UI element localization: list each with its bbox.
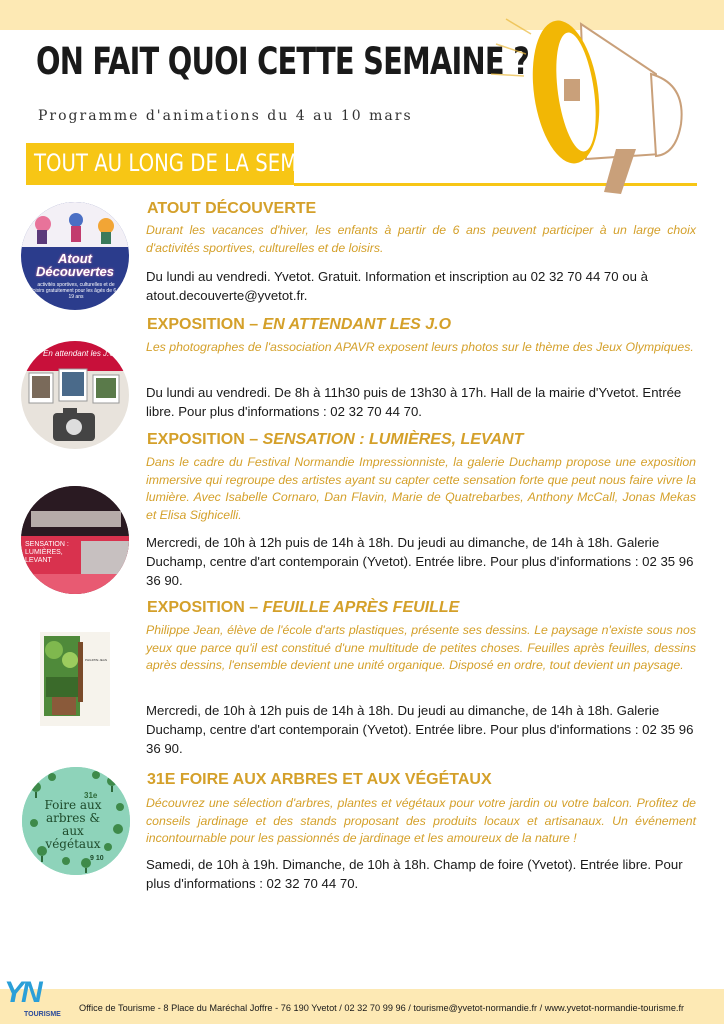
feuille-illustration [40,632,110,726]
event-title-italic: EN ATTENDANT LES J.O [262,316,452,333]
event-title-prefix: ATOUT DÉCOUVERTE [147,200,317,217]
atout-image-caption: activités sportives, culturelles et de loisirs gratuitement pour les âgés de 6 à 19 ans [31,282,121,300]
jo-image-text: En attendant les J.O [43,349,116,358]
event-description: Les photographes de l'association APAVR exposent leurs photos sur le thème des Jeux Olympiques. [146,340,694,354]
foire-image-date: 9 10 [90,855,104,862]
event-title-prefix: EXPOSITION – [147,599,263,616]
foire-image-text: Foire aux arbres & aux végétaux [44,798,102,851]
section-band [26,143,344,185]
event-info: Mercredi, de 10h à 12h puis de 14h à 18h. Du jeudi au dimanche, de 14h à 18h. Galerie Duchamp, centre d'art contemporain (Yvetot). Entrée libre. Pour plus d'informations : 02 35 96 36 90. [146,535,694,588]
event-info: Mercredi, de 10h à 12h puis de 14h à 18h. Du jeudi au dimanche, de 14h à 18h. Galerie Duchamp, centre d'art contemporain (Yvetot). Entrée libre. Pour plus d'informations : 02 35 96 36 90. [146,703,694,756]
page-title: ON FAIT QUOI CETTE SEMAINE ? [36,40,530,83]
event-description: Durant les vacances d'hiver, les enfants à partir de 6 ans peuvent participer à un large choix d'activités sportives, culturelles et de loisirs. [146,223,696,255]
event-image-foire [22,767,130,875]
event-info: Du lundi au vendredi. Yvetot. Gratuit. Information et inscription au 02 32 70 44 70 ou à atout.decouverte@yvetot.fr. [146,269,648,303]
event-image-jo [21,341,129,449]
sensation-illustration [21,486,129,594]
event-image-atout [21,202,129,310]
atout-image-text: Atout Découvertes [35,251,115,279]
feuille-image-text: PHILIPPE JEAN [85,658,108,662]
page-subtitle: Programme d'animations du 4 au 10 mars [38,108,413,124]
event-description: Découvrez une sélection d'arbres, plantes et végétaux pour votre jardin ou votre balcon. Profitez de conseils jardinage et des stands proposant des produits locaux et artisanaux. Un événement incontournable pour les passionnés de jardinage et les amoureux de la nature ! [146,796,696,845]
section-band-label: TOUT AU LONG DE LA SEMAINE [34,149,344,177]
megaphone-icon [486,14,696,204]
event-description: Philippe Jean, élève de l'école d'arts plastiques, présente ses dessins. Le paysage n'existe sous nos yeux que parce qu'il est constitué d'une multitude de petites choses. Feuilles après feuilles, dessins après dessins, l'ensemble devient une unité organique. Disposé en ordre, tout devient un paysage. [146,623,696,672]
event-title [147,316,451,334]
event-title-prefix: 31E FOIRE AUX ARBRES ET AUX VÉGÉTAUX [147,771,492,788]
event-image-sensation [21,486,129,594]
event-title-prefix: EXPOSITION – [147,431,263,448]
event-title [147,431,523,449]
footer-contact: Office de Tourisme - 8 Place du Maréchal Joffre - 76 190 Yvetot / 02 32 70 99 96 / tourisme@yvetot-normandie.fr / www.yvetot-normandie-tourisme.fr [79,1003,685,1013]
event-image-feuille [40,632,110,726]
event-info: Samedi, de 10h à 19h. Dimanche, de 10h à 18h. Champ de foire (Yvetot). Entrée libre. Pour plus d'informations : 02 32 70 44 70. [146,857,683,891]
sensation-image-text: SENSATION : LUMIÈRES, LEVANT [25,541,69,564]
event-info: Du lundi au vendredi. De 8h à 11h30 puis de 13h30 à 17h. Hall de la mairie d'Yvetot. Entrée libre. Pour plus d'informations : 02 32 70 44 70. [146,385,682,419]
logo-word: TOURISME [24,1011,61,1018]
event-title-italic: FEUILLE APRÈS FEUILLE [262,599,460,616]
foire-image-number: 31e [84,791,98,800]
event-title [147,200,316,218]
event-title [147,771,492,789]
logo-letters: YN [4,976,40,1009]
tourism-logo [4,976,74,1024]
event-description: Dans le cadre du Festival Normandie Impressionniste, la galerie Duchamp propose une exposition immersive qui regroupe des artistes ayant su capter cette sensation forte que peut nous faire vivre la lumière. Avec Isabelle Cornaro, Dan Flavin, Marie de Quatrebarbes, Anthony McCall, Jonas Mekas et Elisa Sighicelli. [146,455,696,522]
event-title [147,599,459,617]
event-title-prefix: EXPOSITION – [147,316,263,333]
event-title-italic: SENSATION : LUMIÈRES, LEVANT [262,431,524,448]
